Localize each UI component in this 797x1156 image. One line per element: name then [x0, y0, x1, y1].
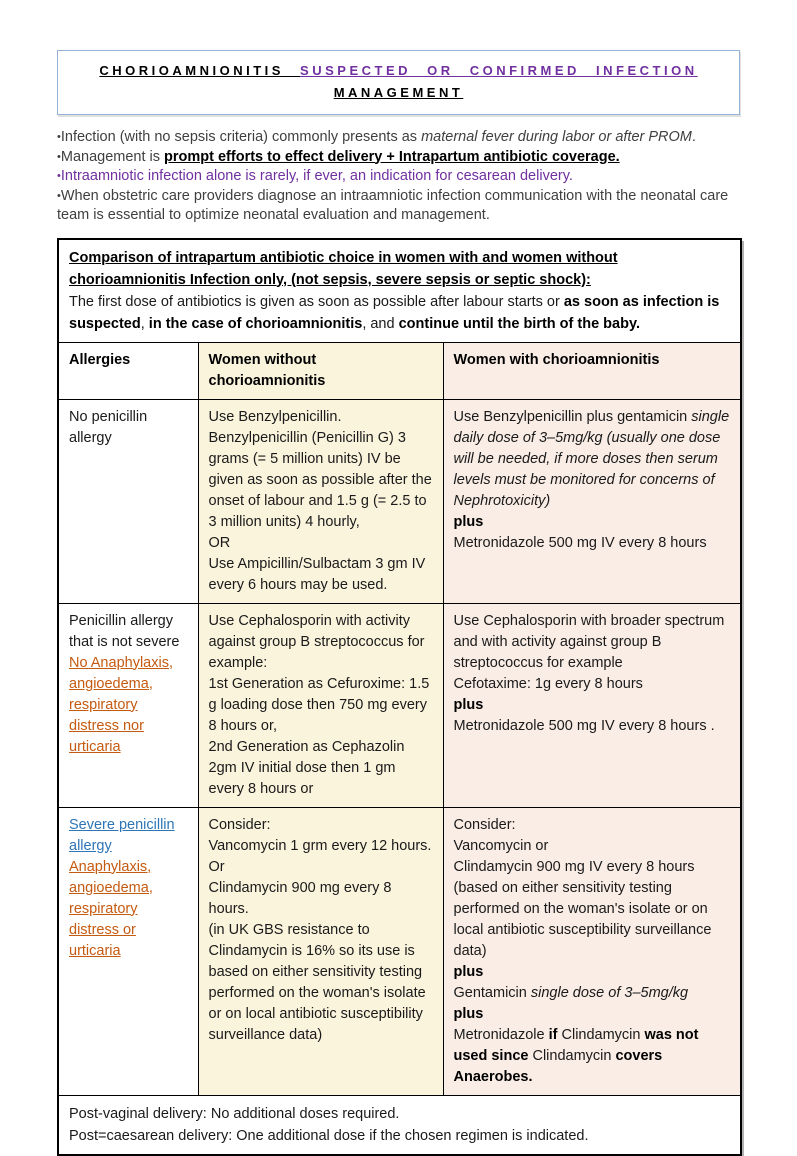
table-row-no-penicillin-allergy	[58, 399, 741, 603]
bullet-text: Infection (with no sepsis criteria) commonly presents as maternal fever during labor or after PROM.	[60, 129, 696, 145]
bullet-item	[57, 187, 740, 226]
cell-severe-without: Consider: Vancomycin 1 grm every 12 hours. Or Clindamycin 900 mg every 8 hours. (in UK GBS resistance to Clindamycin is 16% so its use is based on either sensitivity testing performed on the woman's isolate or on local antibiotic susceptibility surveillance data)	[198, 807, 443, 1095]
table-row-severe-allergy	[58, 807, 741, 1095]
bullet-text: When obstetric care providers diagnose an intraamniotic infection communication with the neonatal care team is essential to optimize neonatal evaluation and management.	[57, 187, 729, 223]
cell-allergy-not-severe: Penicillin allergy that is not severe No Anaphylaxis, angioedema, respiratory distress nor urticaria	[58, 603, 198, 807]
table-row-non-severe-allergy	[58, 603, 741, 807]
table-header-row	[58, 342, 741, 399]
column-header-allergies: Allergies	[58, 342, 198, 399]
bullet-text: Management is prompt efforts to effect delivery + Intrapartum antibiotic coverage.	[60, 148, 620, 165]
cell-not-severe-with: Use Cephalosporin with broader spectrum and with activity against group B streptococcus for example Cefotaxime: 1g every 8 hours plus Metronidazole 500 mg IV every 8 hours .	[443, 603, 741, 807]
table-footer-row	[58, 1095, 741, 1155]
cell-no-allergy-without: Use Benzylpenicillin. Benzylpenicillin (Penicillin G) 3 grams (= 5 million units) IV be given as soon as possible after the onset of labour and 1.5 g (= 2.5 to 3 million units) 4 hourly, OR Use Ampicillin/Sulbactam 3 gm IV every 6 hours may be used.	[198, 399, 443, 603]
page-title: CHORIOAMNIONITIS SUSPECTED OR CONFIRMED INFECTION MANAGEMENT	[99, 63, 698, 100]
cell-not-severe-without: Use Cephalosporin with activity against group B streptococcus for example: 1st Generation as Cefuroxime: 1.5 g loading dose then 750 mg every 8 hours or, 2nd Generation as Cephazolin 2gm IV initial dose then 1 gm every 8 hours or	[198, 603, 443, 807]
comparison-table	[57, 238, 742, 1156]
column-header-with-chorioamnionitis: Women with chorioamnionitis	[443, 342, 741, 399]
bullet-item	[57, 128, 740, 148]
cell-allergy-severe: Severe penicillin allergy Anaphylaxis, angioedema, respiratory distress or urticaria	[58, 807, 198, 1095]
bullet-list	[57, 128, 740, 226]
bullet-icon: •	[57, 170, 61, 182]
bullet-icon: •	[57, 189, 61, 202]
table-footer-cell: Post-vaginal delivery: No additional doses required. Post=caesarean delivery: One additional dose if the chosen regimen is indicated.	[58, 1095, 741, 1155]
bullet-item	[57, 167, 740, 187]
cell-allergy-none: No penicillin allergy	[58, 399, 198, 603]
table-intro-row	[58, 239, 741, 343]
table-intro-cell: Comparison of intrapartum antibiotic choice in women with and women without chorioamnionitis Infection only, (not sepsis, severe sepsis or septic shock): The first dose of antibiotics is given as soon as possible after labour starts or as soon as infection is suspected, in the case of chorioamnionitis, and continue until the birth of the baby.	[58, 239, 741, 343]
bullet-icon: •	[57, 131, 61, 143]
cell-no-allergy-with: Use Benzylpenicillin plus gentamicin single daily dose of 3–5mg/kg (usually one dose will be needed, if more doses then serum levels must be monitored for concerns of Nephrotoxicity) plus Metronidazole 500 mg IV every 8 hours	[443, 399, 741, 603]
column-header-without-chorioamnionitis: Women without chorioamnionitis	[198, 342, 443, 399]
title-box	[57, 50, 740, 115]
bullet-text: Intraamniotic infection alone is rarely, if ever, an indication for cesarean delivery.	[60, 168, 573, 184]
bullet-item	[57, 148, 740, 168]
cell-severe-with: Consider: Vancomycin or Clindamycin 900 mg IV every 8 hours (based on either sensitivity testing performed on the woman's isolate or on local antibiotic susceptibility surveillance data) plus Gentamicin single dose of 3–5mg/kg plus Metronidazole if Clindamycin was not used since Clindamycin covers Anaerobes.	[443, 807, 741, 1095]
bullet-icon: •	[57, 150, 61, 163]
